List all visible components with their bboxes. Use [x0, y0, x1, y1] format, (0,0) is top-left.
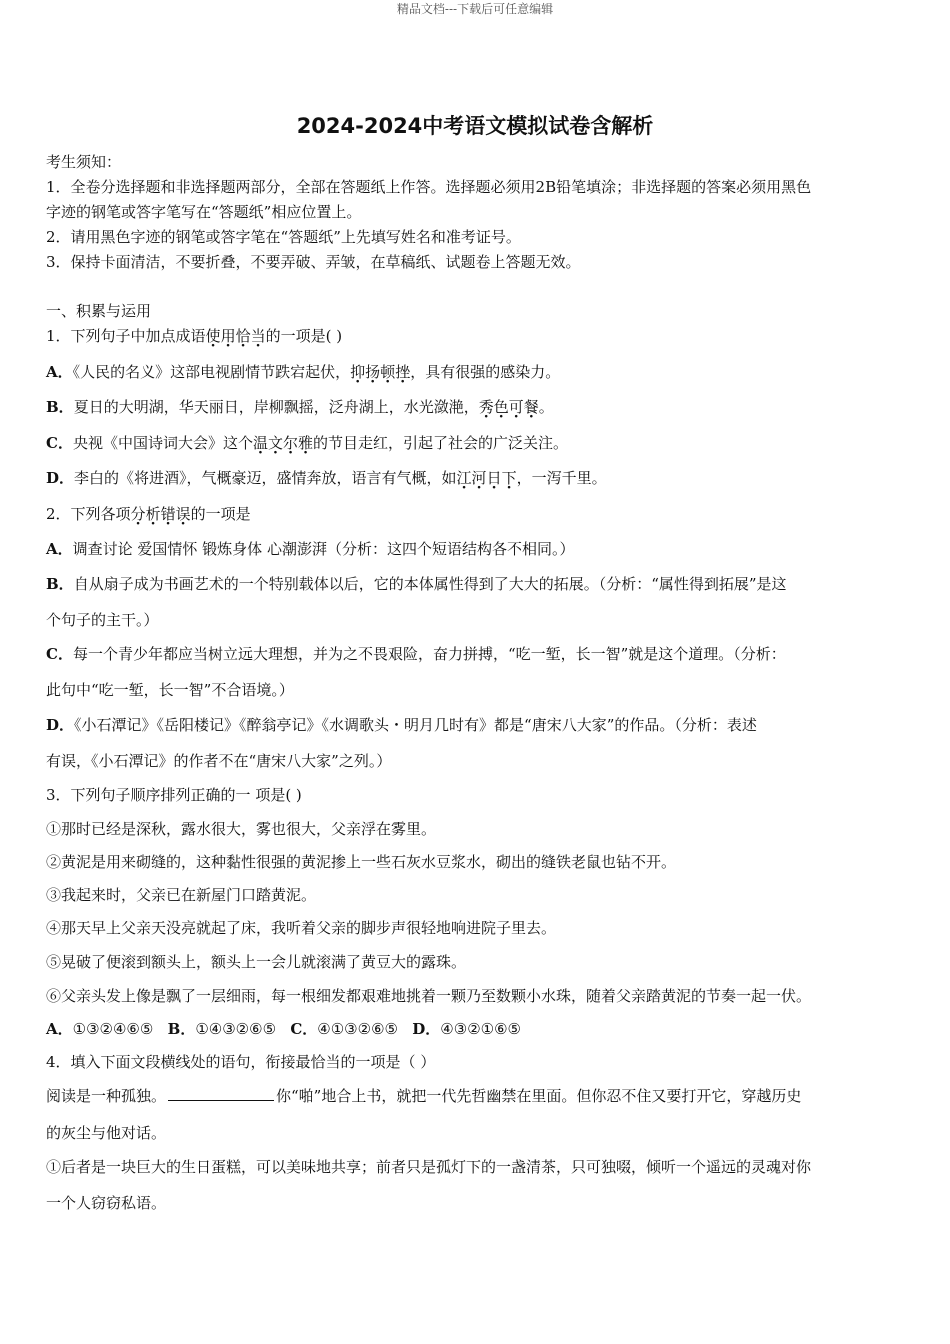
question-4-passage	[46, 1085, 801, 1107]
question-1-option-a	[46, 361, 560, 383]
dotted-idiom	[350, 363, 410, 381]
option-text: 李白的《将进酒》，气概豪迈，盛情奔放，语言有气概，如	[74, 469, 457, 487]
emphasis-char: 文	[267, 434, 283, 452]
question-2-option-a	[46, 538, 574, 560]
question-1-stem	[46, 325, 342, 347]
option-text: ④③②①⑥⑤	[440, 1020, 521, 1038]
emphasis-char: 色	[493, 398, 509, 416]
emphasis-char: 尔	[283, 434, 299, 452]
notice-item-1-cont: 字迹的钢笔或答字笔写在“答题纸”相应位置上。	[46, 203, 362, 221]
emphasis-char: 误	[175, 505, 191, 523]
question-4-stem: 4．填入下面文段横线处的语句，衔接最恰当的一项是（ ）	[46, 1053, 436, 1071]
question-3-sentence-5: ⑤晃破了便滚到额头上，额头上一会儿就滚满了黄豆大的露珠。	[46, 953, 467, 971]
option-label: B．	[46, 398, 74, 416]
emphasis-char: 析	[145, 505, 161, 523]
option-label: D．	[46, 716, 75, 734]
question-3-options	[46, 1018, 521, 1040]
emphasis-char: 顿	[380, 363, 396, 381]
option-text: ①④③②⑥⑤	[195, 1020, 277, 1038]
dotted-idiom	[457, 469, 517, 487]
option-text: ，一泻千里。	[516, 469, 607, 487]
option-text: 。	[538, 398, 554, 416]
emphasis-char: 扬	[365, 363, 381, 381]
question-2-option-b	[46, 573, 787, 595]
emphasis-char: 日	[486, 469, 502, 487]
notice-heading: 考生须知：	[46, 153, 122, 171]
notice-item-2: 2．请用黑色字迹的钢笔或答字笔在“答题纸”上先填写姓名和准考证号。	[46, 228, 521, 246]
dotted-idiom	[479, 398, 539, 416]
emphasis-char: 用	[220, 327, 236, 345]
option-text: 《小石潭记》《岳阳楼记》《醉翁亭记》《水调歌头・明月几时有》都是“唐宋八大家”的作品。（分析：表述	[74, 716, 757, 734]
question-4-option-1: ①后者是一块巨大的生日蛋糕，可以美味地共享；前者只是孤灯下的一盏清茶，只可独啜，倾听一个遥远的灵魂对你	[46, 1158, 812, 1176]
question-1-option-d	[46, 467, 607, 489]
emphasis-char: 可	[508, 398, 524, 416]
question-2-option-d-cont: 有误，《小石潭记》的作者不在“唐宋八大家”之列。）	[46, 752, 392, 770]
emphasis-char: 江	[456, 469, 472, 487]
option-text: 每一个青少年都应当树立远大理想，并为之不畏艰险，奋力拼搏，“吃一堑，长一智”就是这个道理。（分析：	[72, 645, 786, 663]
section-heading: 一、积累与运用	[46, 302, 152, 320]
option-text: 夏日的大明湖，华天丽日，岸柳飘摇，泛舟湖上，水光潋滟，	[73, 398, 479, 416]
emphasis-char: 当	[250, 327, 266, 345]
emphasis-char: 温	[252, 434, 268, 452]
emphasis-char: 抑	[350, 363, 366, 381]
stem-text: 2．下列各项	[46, 505, 131, 523]
option-label: A．	[46, 540, 73, 558]
question-3-sentence-6: ⑥父亲头发上像是飘了一层细雨，每一根细发都艰难地挑着一颗乃至数颗小水珠，随着父亲踏黄泥的节奏一起一伏。	[46, 987, 812, 1005]
stem-text: 1．下列句子中加点成语	[46, 327, 206, 345]
emphasis-char: 餐	[523, 398, 539, 416]
emphasis-char: 河	[471, 469, 487, 487]
fill-in-blank	[168, 1086, 274, 1101]
question-1-option-b	[46, 396, 554, 418]
emphasis-char: 分	[130, 505, 146, 523]
notice-item-3: 3．保持卡面清洁，不要折叠，不要弄破、弄皱，在草稿纸、试题卷上答题无效。	[46, 253, 581, 271]
emphasis-char: 挫	[395, 363, 411, 381]
option-label: C．	[46, 645, 73, 663]
page-header: 精品文档---下载后可任意编辑	[396, 2, 554, 16]
emphasis-char: 秀	[478, 398, 494, 416]
option-text: 《人民的名义》这部电视剧情节跌宕起伏，	[72, 363, 351, 381]
question-3-sentence-3: ③我起来时，父亲已在新屋门口踏黄泥。	[46, 886, 317, 904]
option-label: A．	[46, 363, 73, 381]
option-text: ①③②④⑥⑤	[72, 1020, 154, 1038]
option-text: 的节目走红，引起了社会的广泛关注。	[313, 434, 569, 452]
question-4-passage-cont: 的灰尘与他对话。	[46, 1124, 167, 1142]
question-4-option-1-cont: 一个人窃窃私语。	[46, 1194, 167, 1212]
emphasis-char: 恰	[235, 327, 251, 345]
question-1-option-c	[46, 432, 568, 454]
question-2-option-b-cont: 个句子的主干。）	[46, 611, 159, 629]
question-3-sentence-2: ②黄泥是用来砌缝的，这种黏性很强的黄泥掺上一些石灰水豆浆水，砌出的缝铁老鼠也钻不开。	[46, 853, 677, 871]
option-text: 自从扇子成为书画艺术的一个特别载体以后，它的本体属性得到了大大的拓展。（分析：“属性得到拓展”是这	[73, 575, 787, 593]
option-text: 调查讨论 爱国情怀 锻炼身体 心潮澎湃（分析：这四个短语结构各不相同。）	[72, 540, 575, 558]
stem-text: 的一项是	[190, 505, 251, 523]
option-label: A．	[46, 1020, 73, 1038]
option-text: 央视《中国诗词大会》这个	[72, 434, 253, 452]
option-label: C．	[290, 1020, 318, 1038]
option-text: ④①③②⑥⑤	[317, 1020, 398, 1038]
emphasis-char: 使	[205, 327, 221, 345]
option-label: D．	[46, 469, 75, 487]
page-title: 2024-2024中考语文模拟试卷含解析	[296, 114, 654, 138]
passage-text: 阅读是一种孤独。	[46, 1087, 167, 1105]
option-text: ，具有很强的感染力。	[410, 363, 561, 381]
emphasis-char: 下	[501, 469, 517, 487]
question-3-sentence-1: ①那时已经是深秋，露水很大，雾也很大，父亲浮在雾里。	[46, 820, 437, 838]
option-label: B．	[167, 1020, 196, 1038]
option-label: B．	[46, 575, 74, 593]
question-3-stem: 3．下列句子顺序排列正确的一 项是( )	[46, 786, 302, 804]
stem-text: 的一项是( )	[265, 327, 343, 345]
dotted-phrase	[131, 505, 191, 523]
dotted-idiom	[253, 434, 313, 452]
question-2-option-c-cont: 此句中“吃一堑，长一智”不合语境。）	[46, 681, 294, 699]
option-label: C．	[46, 434, 73, 452]
passage-text: 你“啪”地合上书，就把一代先哲幽禁在里面。但你忍不住又要打开它，穿越历史	[276, 1087, 802, 1105]
question-3-sentence-4: ④那天早上父亲天没亮就起了床，我听着父亲的脚步声很轻地响进院子里去。	[46, 919, 557, 937]
emphasis-char: 错	[160, 505, 176, 523]
option-label: D．	[412, 1020, 441, 1038]
notice-item-1: 1．全卷分选择题和非选择题两部分，全部在答题纸上作答。选择题必须用2B铅笔填涂；非选择题的答案必须用黑色	[46, 178, 812, 196]
question-2-option-c	[46, 643, 786, 665]
dotted-phrase	[206, 327, 266, 345]
emphasis-char: 雅	[298, 434, 314, 452]
question-2-option-d	[46, 714, 757, 736]
question-2-stem	[46, 503, 251, 525]
